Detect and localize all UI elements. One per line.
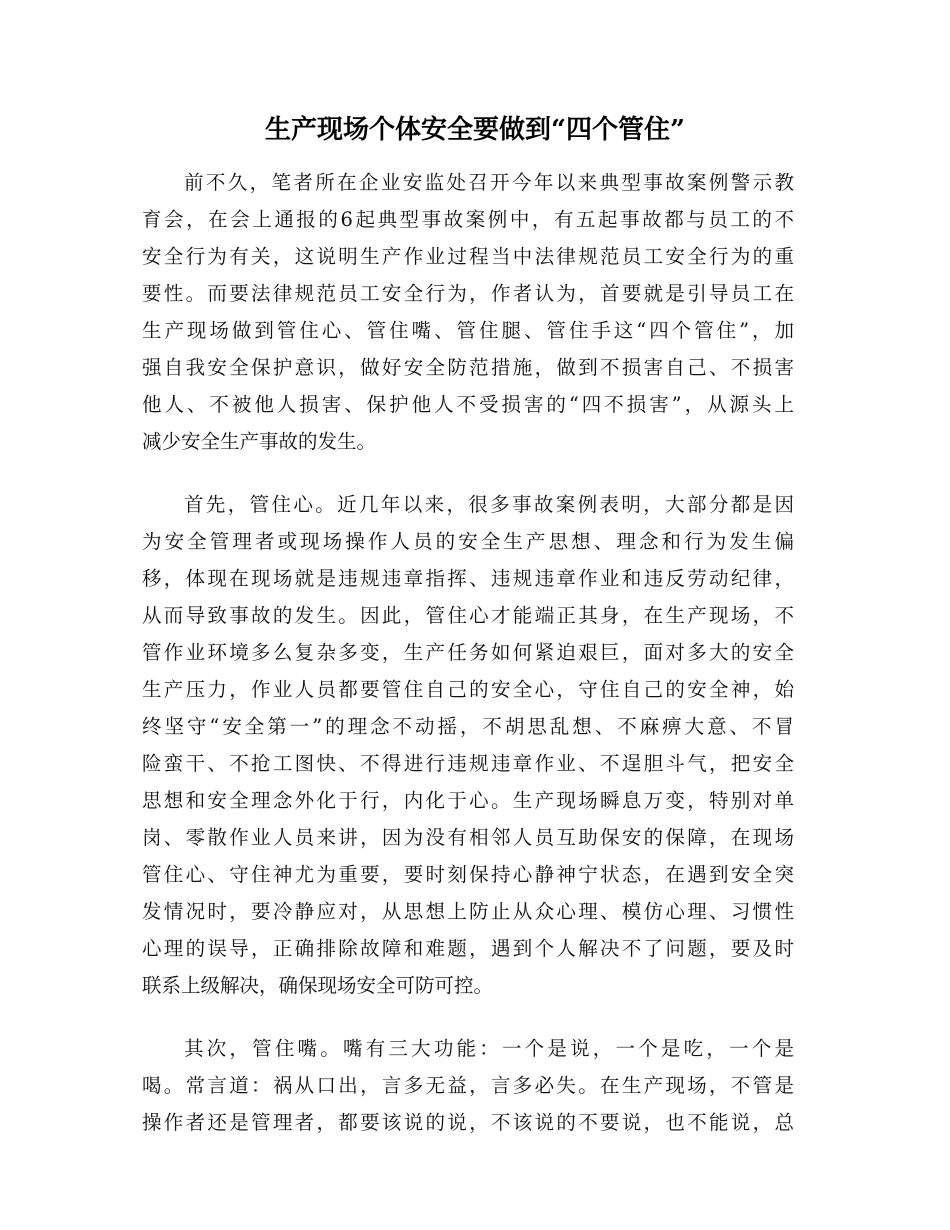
paragraph-line: 育会，在会上通报的6起典型事故案例中，有五起事故都与员工的不 bbox=[142, 208, 794, 231]
paragraph-line: 思想和安全理念外化于行，内化于心。生产现场瞬息万变，特别对单 bbox=[142, 789, 794, 812]
paragraph-line: 前不久，笔者所在企业安监处召开今年以来典型事故案例警示教 bbox=[184, 171, 794, 194]
paragraph-line: 从而导致事故的发生。因此，管住心才能端正其身，在生产现场，不 bbox=[142, 604, 794, 627]
paragraph-line: 心理的误导，正确排除故障和难题，遇到个人解决不了问题，要及时 bbox=[142, 937, 794, 960]
paragraph-line: 要性。而要法律规范员工安全行为，作者认为，首要就是引导员工在 bbox=[142, 282, 794, 305]
paragraph-intro bbox=[142, 164, 794, 460]
paragraph-line: 其次，管住嘴。嘴有三大功能：一个是说，一个是吃，一个是 bbox=[184, 1037, 794, 1060]
document-body bbox=[142, 164, 794, 1141]
paragraph-line: 为安全管理者或现场操作人员的安全生产思想、理念和行为发生偏 bbox=[142, 530, 794, 553]
paragraph-line: 生产压力，作业人员都要管住自己的安全心，守住自己的安全神，始 bbox=[142, 678, 794, 701]
paragraph-line: 联系上级解决，确保现场安全可防可控。 bbox=[142, 974, 494, 997]
paragraph-line: 管住心、守住神尤为重要，要时刻保持心静神宁状态，在遇到安全突 bbox=[142, 863, 794, 886]
paragraph-line: 生产现场做到管住心、管住嘴、管住腿、管住手这“四个管住”，加 bbox=[142, 319, 794, 342]
paragraph-line: 减少安全生产事故的发生。 bbox=[142, 430, 377, 453]
paragraph-line: 终坚守“安全第一”的理念不动摇，不胡思乱想、不麻痹大意、不冒 bbox=[142, 715, 794, 738]
paragraph-guard-mouth bbox=[142, 1030, 794, 1141]
document-title: 生产现场个体安全要做到“四个管住” bbox=[265, 115, 685, 145]
paragraph-line: 岗、零散作业人员来讲，因为没有相邻人员互助保安的保障，在现场 bbox=[142, 826, 794, 849]
paragraph-line: 发情况时，要冷静应对，从思想上防止从众心理、模仿心理、习惯性 bbox=[142, 900, 794, 923]
paragraph-line: 强自我安全保护意识，做好安全防范措施，做到不损害自己、不损害 bbox=[142, 356, 794, 379]
paragraph-line: 安全行为有关，这说明生产作业过程当中法律规范员工安全行为的重 bbox=[142, 245, 794, 268]
paragraph-line: 管作业环境多么复杂多变，生产任务如何紧迫艰巨，面对多大的安全 bbox=[142, 641, 794, 664]
paragraph-line: 首先，管住心。近几年以来，很多事故案例表明，大部分都是因 bbox=[184, 493, 794, 516]
paragraph-line: 险蛮干、不抢工图快、不得进行违规违章作业、不逞胆斗气，把安全 bbox=[142, 752, 794, 775]
paragraph-line: 喝。常言道：祸从口出，言多无益，言多必失。在生产现场，不管是 bbox=[142, 1074, 794, 1097]
paragraph-guard-heart bbox=[142, 486, 794, 1004]
paragraph-line: 移，体现在现场就是违规违章指挥、违规违章作业和违反劳动纪律， bbox=[142, 567, 794, 590]
paragraph-line: 操作者还是管理者，都要该说的说，不该说的不要说，也不能说，总 bbox=[142, 1111, 794, 1134]
paragraph-line: 他人、不被他人损害、保护他人不受损害的“四不损害”，从源头上 bbox=[142, 393, 794, 416]
